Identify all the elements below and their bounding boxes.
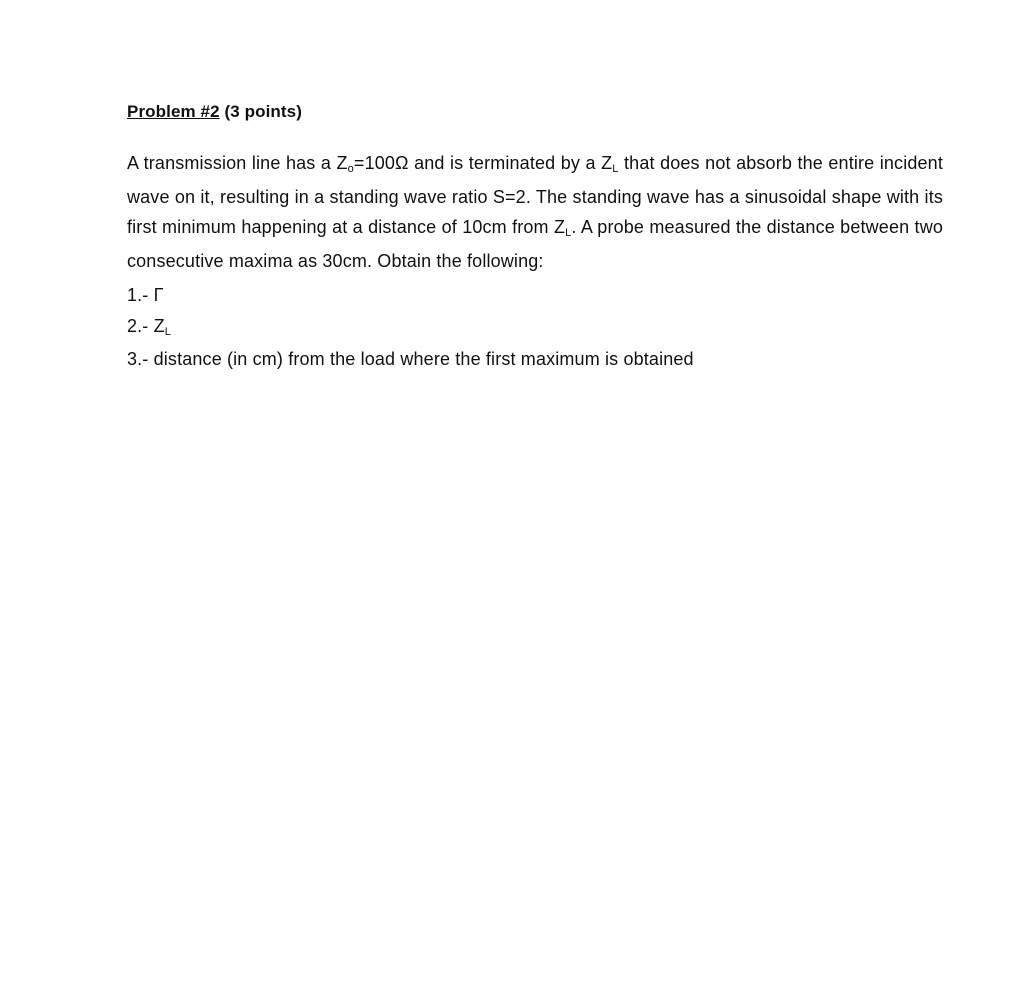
statement-part-4: . A probe measured the distance between two consecutive maxima as 30cm. Obtain the following: [127, 217, 944, 271]
list-item [127, 344, 943, 375]
item-prefix: 2.- [127, 315, 154, 336]
statement-part-3: that does not absorb the entire incident wave on it, resulting in a standing wave ratio S=2. The standing wave has a sinusoidal shape with its first minimum happening at a distance of 10cm from Z [127, 153, 943, 237]
list-item [127, 280, 943, 311]
statement-part-1: A transmission line has a Z [127, 153, 348, 173]
item-text: Γ [153, 285, 164, 305]
zl-subscript: L [565, 227, 572, 239]
item-prefix: 1.- [127, 285, 154, 305]
list-item [127, 311, 943, 345]
problem-statement [127, 148, 943, 276]
item-text: distance (in cm) from the load where the first maximum is obtained [153, 349, 694, 369]
item-subscript: L [164, 325, 172, 338]
statement-part-2: =100Ω and is terminated by a Z [353, 153, 613, 173]
zl-subscript: L [612, 163, 619, 175]
document-page [127, 100, 943, 375]
question-list [127, 280, 943, 375]
item-text: Z [153, 315, 165, 336]
problem-title: Problem #2 [127, 102, 220, 121]
item-prefix: 3.- [127, 349, 154, 369]
problem-points: (3 points) [219, 102, 302, 121]
z0-subscript: o [347, 163, 354, 175]
problem-heading [127, 100, 943, 124]
